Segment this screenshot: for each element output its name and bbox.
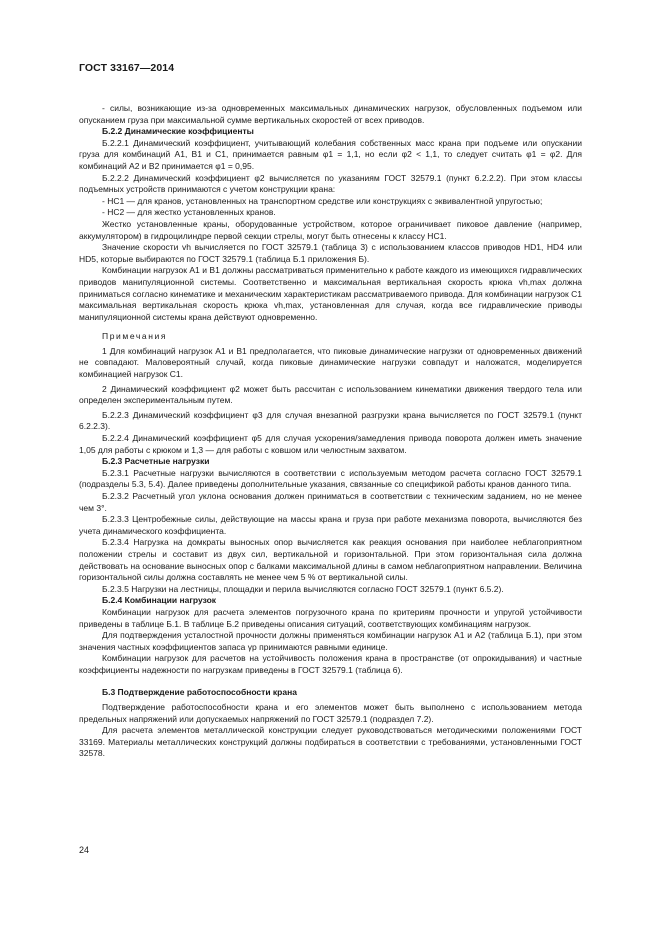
note-item: 1 Для комбинаций нагрузок А1 и В1 предполагается, что пиковые динамические нагрузки от одновременных движений не совпадают. Маловероятный случай, когда пиковые динамические нагрузки совпадут и наложатся, моделируется комбинацией нагрузок С1. — [79, 345, 582, 380]
paragraph: Б.2.3.2 Расчетный угол уклона основания должен приниматься в соответствии с техническим заданием, но не менее чем 3°. — [79, 491, 582, 513]
notes-heading: Примечания — [102, 331, 168, 342]
section-heading: Б.2.2 Динамические коэффициенты — [102, 126, 254, 137]
paragraph: Б.2.3.3 Центробежные силы, действующие на массы крана и груза при работе механизма поворота, вычисляются без учета динамического коэффициента. — [79, 514, 582, 536]
section-heading: Б.2.4 Комбинации нагрузок — [102, 595, 217, 606]
section-heading: Б.2.3 Расчетные нагрузки — [102, 456, 210, 467]
paragraph: Для подтверждения усталостной прочности должны применяться комбинации нагрузок А1 и А2 (таблица Б.1), при этом значения частных коэффициентов запаса γp принимаются равными единице. — [79, 630, 582, 652]
paragraph: Б.2.3.5 Нагрузки на лестницы, площадки и перила вычисляются согласно ГОСТ 32579.1 (пункт 6.5.2). — [102, 583, 504, 594]
note-item: 2 Динамический коэффициент φ2 может быть рассчитан с использованием кинематики движения твердого тела или определен экспериментальным путем. — [79, 383, 582, 406]
paragraph: - силы, возникающие из-за одновременных максимальных динамических нагрузок, обусловленных подъемом или опусканием груза при максимальной сумме вертикальных скоростей от всех приводов. — [79, 103, 582, 125]
standard-header: ГОСТ 33167—2014 — [79, 62, 175, 74]
paragraph: Подтверждение работоспособности крана и его элементов может быть выполнено с использованием метода предельных напряжений или допускаемых напряжений по ГОСТ 32579.1 (подраздел 7.2). — [79, 702, 582, 724]
paragraph: Б.2.2.3 Динамический коэффициент φ3 для случая внезапной разгрузки крана вычисляется по ГОСТ 32579.1 (пункт 6.2.2.3). — [79, 409, 582, 432]
paragraph: Жестко установленные краны, оборудованные устройством, которое ограничивает пиковое давление (например, аккумулятором) в гидроцилиндре первой секции стрелы, могут быть отнесены к классу НС1. — [79, 218, 582, 241]
paragraph: Комбинации нагрузок для расчетов на устойчивость положения крана в пространстве (от опрокидывания) и частные коэффициенты надежности по нагрузкам приведены в ГОСТ 32579.1 (таблица 6). — [79, 653, 582, 675]
list-item: - НС2 — для жестко установленных кранов. — [102, 207, 276, 218]
paragraph: Б.2.2.4 Динамический коэффициент φ5 для случая ускорения/замедления привода поворота должен иметь значение 1,05 для работы с крюком и 1,3 — для работы с ковшом или челюстным захватом. — [79, 433, 582, 455]
paragraph: Б.2.2.2 Динамический коэффициент φ2 вычисляется по указаниям ГОСТ 32579.1 (пункт 6.2.2.2). При этом классы подъемных устройств принимаются с учетом конструкции крана: — [79, 172, 582, 195]
document-body — [79, 103, 582, 760]
page-number: 24 — [79, 845, 90, 855]
paragraph: Б.2.3.1 Расчетные нагрузки вычисляются в соответствии с используемым методом расчета согласно ГОСТ 32579.1 (подразделы 5.3, 5.4). Далее приведены дополнительные указания, связанные со спецификой работы кранов данного типа. — [79, 467, 582, 490]
list-item: - НС1 — для кранов, установленных на транспортном средстве или конструкциях с эквивалентной упругостью; — [102, 195, 543, 206]
paragraph: Значение скорости vh вычисляется по ГОСТ 32579.1 (таблица 3) с использованием классов приводов HD1, HD4 или HD5, которые выбираются по ГОСТ 32579.1 (таблица Б.1 приложения Б). — [79, 242, 582, 264]
section-heading: Б.3 Подтверждение работоспособности крана — [102, 686, 297, 697]
paragraph: Для расчета элементов металлической конструкции следует руководствоваться методическими положениями ГОСТ 33169. Материалы металлических конструкций должны подбираться в соответствии с требованиями, установленными ГОСТ 32578. — [79, 725, 582, 759]
paragraph: Комбинации нагрузок А1 и В1 должны рассматриваться применительно к работе каждого из имеющихся гидравлических приводов манипуляционной системы. Соответственно и максимальная вертикальная скорость крюка vh,max должна приниматься согласно кинематике и механическим характеристикам рассматриваемого привода. Для комбинации нагрузок С1 максимальная вертикальная скорость крюка vh,max, установленная для случая, когда все гидравлические приводы манипуляционной системы крана действуют одновременно. — [79, 265, 582, 322]
paragraph: Б.2.2.1 Динамический коэффициент, учитывающий колебания собственных масс крана при подъеме или опускании груза для комбинаций А1, В1 и С1, принимается равным φ1 = 1,1, но если φ2 < 1,1, то следует считать φ1 = φ2. Для комбинаций А2 и В2 принимается φ1 = 0,95. — [79, 137, 582, 171]
paragraph: Б.2.3.4 Нагрузка на домкраты выносных опор вычисляется как реакция основания при наиболее неблагоприятном положении стрелы и составит из двух сил, вертикальной и горизонтальной. При этом горизонтальная сила должна действовать на основание выносных опор с балками максимальной длины в самом неблагоприятном направлении. Величина горизонтальной силы должна составлять не менее чем 5 % от вертикальной силы. — [79, 537, 582, 583]
paragraph: Комбинации нагрузок для расчета элементов погрузочного крана по критериям прочности и упругой устойчивости приведены в таблице Б.1. В таблице Б.2 приведены описания ситуаций, соответствующих комбинациям нагрузок. — [79, 606, 582, 629]
